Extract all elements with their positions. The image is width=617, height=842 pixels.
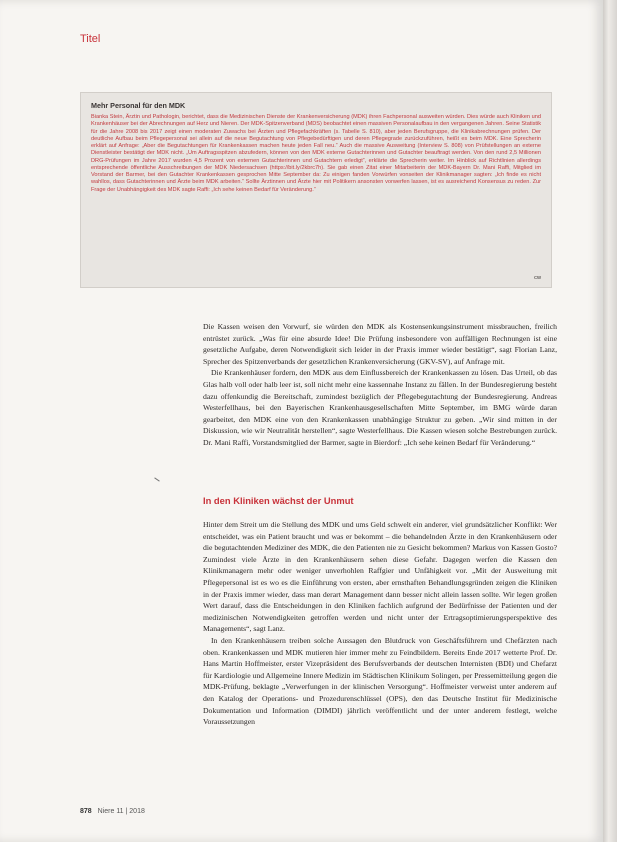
page-footer (80, 808, 145, 815)
page-number: 878 (80, 808, 92, 815)
article-column-top (203, 321, 557, 449)
article-paragraph: Die Krankenhäuser fordern, den MDK aus dem Einflussbereich der Krankenkassen zu lösen. Das Urteil, ob das Glas halb voll oder halb leer ist, soll nicht mehr eine kassennahe Instanz zu fällen. In der Bundesregierung besteht dazu offenkundig die Bereitschaft, zumindest bezüglich der Pflegebegutachtung der Bundesregierung. Andreas Westerfellhaus, bei den Bayerischen Krankenhausgesellschaften Mitte September, im BMG würde daran gearbeitet, den MDK eine von den Krankenkassen unabhängige Struktur zu geben. „Wir sind mitten in der Diskussion, wie wir Neutralität herstellen“, sagte Westerfellhaus. Die Kassen wiesen solche Bestrebungen zurück. Dr. Mani Raffi, Vorstandsmitglied der Barmer, sagte in Bierdorf: „Ich sehe keinen Bedarf für Veränderung.“ (203, 368, 557, 447)
info-box-author: cw (534, 275, 541, 281)
article-column-bottom (203, 519, 557, 728)
page-edge (603, 0, 617, 842)
article-subheading: In den Kliniken wächst der Unmut (203, 495, 354, 506)
info-box-body: Bianka Stein, Ärztin und Pathologin, berichtet, dass die Medizinischen Dienste der Krankenversicherung (MDK) ihren Fachpersonal ausweiten würden. Dies würde auch Kliniken und Krankenhäuser bei der Abrechnungen auf Herz und Nieren. Der MDK-Spitzenverband (MDS) beobachtet einen massiven Personalaufbau in den vergangenen Jahren. Seine Statistik für die Jahre 2008 bis 2017 zeigt einen moderaten Zuwachs bei Ärzten und Pflegefachkräften (s. Tabelle S. 810), aber jeden Berufsgruppe, die Klinikabrechnungen prüfen. Der deutliche Aufbau beim Pflegepersonal sei allein auf die neue Begutachtung von Pflegebedürftigen und deren Pflegegrade zurückzuführen, heißt es beim MDK. Eine Sprecherin erklärt auf Anfrage: „Aber die Begutachtungen für Krankenkassen machen heute jeden Fall neu.“ Auch die massive Ausweitung (Interview S. 808) von Prüfstellungen an externe Dienstleister bestätigt der MDK nicht. „Um Auftragsspitzen abzufedern, können von den MDK externe Gutachterinnen und Gutachter beauftragt werden. Von den rund 2,5 Millionen DRG-Prüfungen im Jahre 2017 wurden 4,5 Prozent von externen Gutachterinnen und Gutachtern erledigt“, erklärte die Sprecherin weiter. Im Hinblick auf Richtlinien allerdings entsprechende öffentliche Ausschreibungen der MDK Niedersachsen (https://bit.ly/2kbrc7h). Sie gab einen Zitat einer Mitarbeiterin der MDK-Bayern Dr. Mani Raffi, Mitglied im Vorstand der Barmer, bei den Gutachter Krankenkassen gesprochen Mitte September da: Zu einigen fanden Vorwürfen vonseiten der Klinikmanager sagten: „Ich finde es nicht wahllos, dass Gutachterinnen und Ärzte beim MDK arbeiten.“ Sollte Ärztinnen und Ärzte hier mit Politikern ansonsten vorwerfen lassen, ist es ausreichend Konsensus zu reden. Zur Frage der Unabhängigkeit des MDK sagte Raffi: „Ich sehe keinen Bedarf für Veränderung.“ (91, 114, 541, 193)
section-label: Titel (80, 33, 101, 45)
article-paragraph: In den Krankenhäusern treiben solche Aussagen den Blutdruck von Geschäftsführern und Chefärzten nach oben. Krankenkassen und MDK mutieren hier immer mehr zu Feindbildern. Bereits Ende 2017 wetterte Prof. Dr. Hans Martin Hoffmeister, erster Vizepräsident des Berufsverbands der deutschen Internisten (BDI) und Chefarzt für Kardiologie und Allgemeine Innere Medizin im Städtischen Klinikum Solingen, per Pressemitteilung gegen die MDK-Prüfung, beklagte „Verwerfungen in der klinischen Versorgung“. Hoffmeister verweist unter anderem auf den Katalog der Operations- und Prozedurenschlüssel (OPS), den das Deutsche Institut für Medizinische Dokumentation und Information (DIMDI) jährlich veröffentlicht und der unter anderem festlegt, welche Voraussetzungen (203, 635, 557, 727)
article-paragraph: Die Kassen weisen den Vorwurf, sie würden den MDK als Kostensenkungsinstrument missbrauchen, freilich entrüstet zurück. „Was für eine absurde Idee! Die Prüfung insbesondere von auffälligen Rechnungen ist eine gesetzliche Aufgabe, deren Notwendigkeit sich leider in der Praxis immer wieder bestätigt“, sagt Florian Lanz, Sprecher des Spitzenverbands der gesetzlichen Krankenversicherung (GKV-SV), auf Anfrage mit. (203, 322, 557, 366)
info-box (80, 92, 552, 288)
info-box-title: Mehr Personal für den MDK (91, 101, 186, 110)
article-paragraph: Hinter dem Streit um die Stellung des MDK und ums Geld schwelt ein anderer, viel grundsätzlicher Konflikt: Wer entscheidet, was ein Patient braucht und was er bekommt – die behandelnden Ärzte in den Krankenhäusern oder die begutachtenden Mediziner des MDK, die den Patienten nie zu Gesicht bekommen? Markus von Kassen Gosto? Zumindest viele Ärzte in den Krankenhäusern sehen diese Gefahr. Dagegen werfen die Kassen den Klinikmanagern mehr oder weniger unverhohlen Raffgier und Unfähigkeit vor. „Mit der Ausweitung mit Pflegepersonal ist es wo es die Einführung von ersten, aber ernsthaften Behandlungsgründen zeigen die Kliniken in der Praxis immer wieder, dass man derart Management dann besser nicht allein lassen sollte. Wir legen großen Wert darauf, dass die Entscheidungen in den Kliniken fachlich aufgrund der Bedürfnisse der Patienten und der medizinischen Notwendigkeiten getroffen werden und nicht unter der Ertragsoptimierungsperspektive des Managements“, sagt Lanz. (203, 520, 557, 634)
issue-label: Niere 11 | 2018 (97, 808, 145, 815)
